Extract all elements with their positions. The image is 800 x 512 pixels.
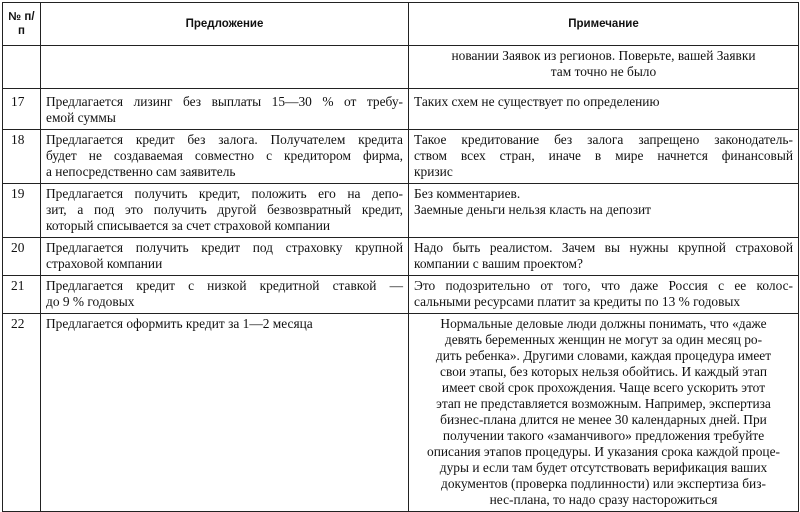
cell-note <box>409 238 799 276</box>
proposal-line: емой суммы <box>46 110 116 125</box>
proposals-table <box>2 2 799 512</box>
cell-note <box>409 130 799 184</box>
note-line: Это подозрительно от того, что даже Россия с ее колос- <box>414 278 793 293</box>
row-number: 21 <box>3 276 41 314</box>
table-row-continuation <box>3 46 799 89</box>
proposal-line: зит, а под это получить другой безвозвратный кредит, <box>46 202 403 217</box>
note-line: кризис <box>414 164 453 179</box>
cell-note <box>409 314 799 512</box>
note-line: имеет свой срок прохождения. Чаще всего ускорить этот <box>441 380 766 395</box>
proposal-line: Предлагается кредит с низкой кредитной ставкой — <box>46 278 403 293</box>
cell-proposal <box>41 130 409 184</box>
proposal-line: который списывается за счет страховой компании <box>46 218 331 233</box>
table-row <box>3 130 799 184</box>
cell-proposal <box>41 314 409 512</box>
proposal-line: до 9 % годовых <box>46 294 135 309</box>
note-line: бизнес-плана длится не менее 30 календарных дней. При <box>440 412 767 427</box>
cell-note <box>409 89 799 130</box>
cell-proposal-empty <box>41 46 409 89</box>
table-row <box>3 238 799 276</box>
note-line: Такое кредитование без залога запрещено законодатель- <box>414 132 793 147</box>
proposal-line: Предлагается кредит без залога. Получателем кредита <box>46 132 403 147</box>
header-note: Примечание <box>409 3 799 46</box>
note-line: дуры и если там будет отсутствовать верификация ваших <box>439 460 768 475</box>
proposal-line: страховой компании <box>46 256 163 271</box>
note-line: описания этапов процедуры. И указания срока каждой проце- <box>427 444 780 459</box>
cell-note <box>409 46 799 89</box>
note-line: свои этапы, без которых нельзя обойтись. И каждый этап <box>440 364 767 379</box>
table-header-row <box>3 3 799 46</box>
cell-proposal <box>41 276 409 314</box>
row-number: 20 <box>3 238 41 276</box>
note-line: этап не представляется возможным. Например, экспертиза <box>436 396 771 411</box>
proposal-line: Предлагается лизинг без выплаты 15—30 % от требу- <box>46 94 403 109</box>
proposal-line: будет не создаваемая совместно с кредитором фирма, <box>46 148 403 163</box>
proposal-line: а непосредственно сам заявитель <box>46 164 236 179</box>
note-line: нес-плана, то надо сразу насторожиться <box>489 492 718 507</box>
note-line: Таких схем не существует по определению <box>414 94 660 109</box>
table-row <box>3 89 799 130</box>
note-line: получении такого «заманчивого» предложения требуйте <box>442 428 765 443</box>
cell-note <box>409 276 799 314</box>
note-line: документов (проверка подлинности) или экспертиза биз- <box>441 476 766 491</box>
cell-proposal <box>41 89 409 130</box>
note-line: Нормальные деловые люди должны понимать, что «даже <box>440 316 767 331</box>
note-line: компании с вашим проектом? <box>414 256 583 271</box>
row-number: 18 <box>3 130 41 184</box>
header-proposal: Предложение <box>41 3 409 46</box>
cell-proposal <box>41 184 409 238</box>
note-line: сальными ресурсами платит за кредиты по 13 % годовых <box>414 294 741 309</box>
note-line: Надо быть реалистом. Зачем вы нужны крупной страховой <box>414 240 793 255</box>
cell-proposal <box>41 238 409 276</box>
table-row <box>3 184 799 238</box>
table-row <box>3 314 799 512</box>
note-line: ством всех стран, иначе в мире начнется финансовый <box>414 148 793 163</box>
row-number: 22 <box>3 314 41 512</box>
proposal-line: Предлагается получить кредит, положить его на депо- <box>46 186 403 201</box>
note-line: Без комментариев. <box>414 186 521 201</box>
proposal-line: Предлагается оформить кредит за 1—2 месяца <box>46 316 313 331</box>
note-line: дить ребенка». Другими словами, каждая процедура имеет <box>435 348 772 363</box>
cell-note <box>409 184 799 238</box>
header-number: № п/п <box>3 3 41 46</box>
note-line: новании Заявок из регионов. Поверьте, вашей Заявки <box>451 48 756 63</box>
cell-number-empty <box>3 46 41 89</box>
note-line: девять беременных женщин не могут за один месяц ро- <box>444 332 763 347</box>
table-row <box>3 276 799 314</box>
note-line: там точно не было <box>550 64 657 79</box>
row-number: 19 <box>3 184 41 238</box>
note-line: Заемные деньги нельзя класть на депозит <box>414 202 652 217</box>
row-number: 17 <box>3 89 41 130</box>
proposal-line: Предлагается получить кредит под страховку крупной <box>46 240 403 255</box>
